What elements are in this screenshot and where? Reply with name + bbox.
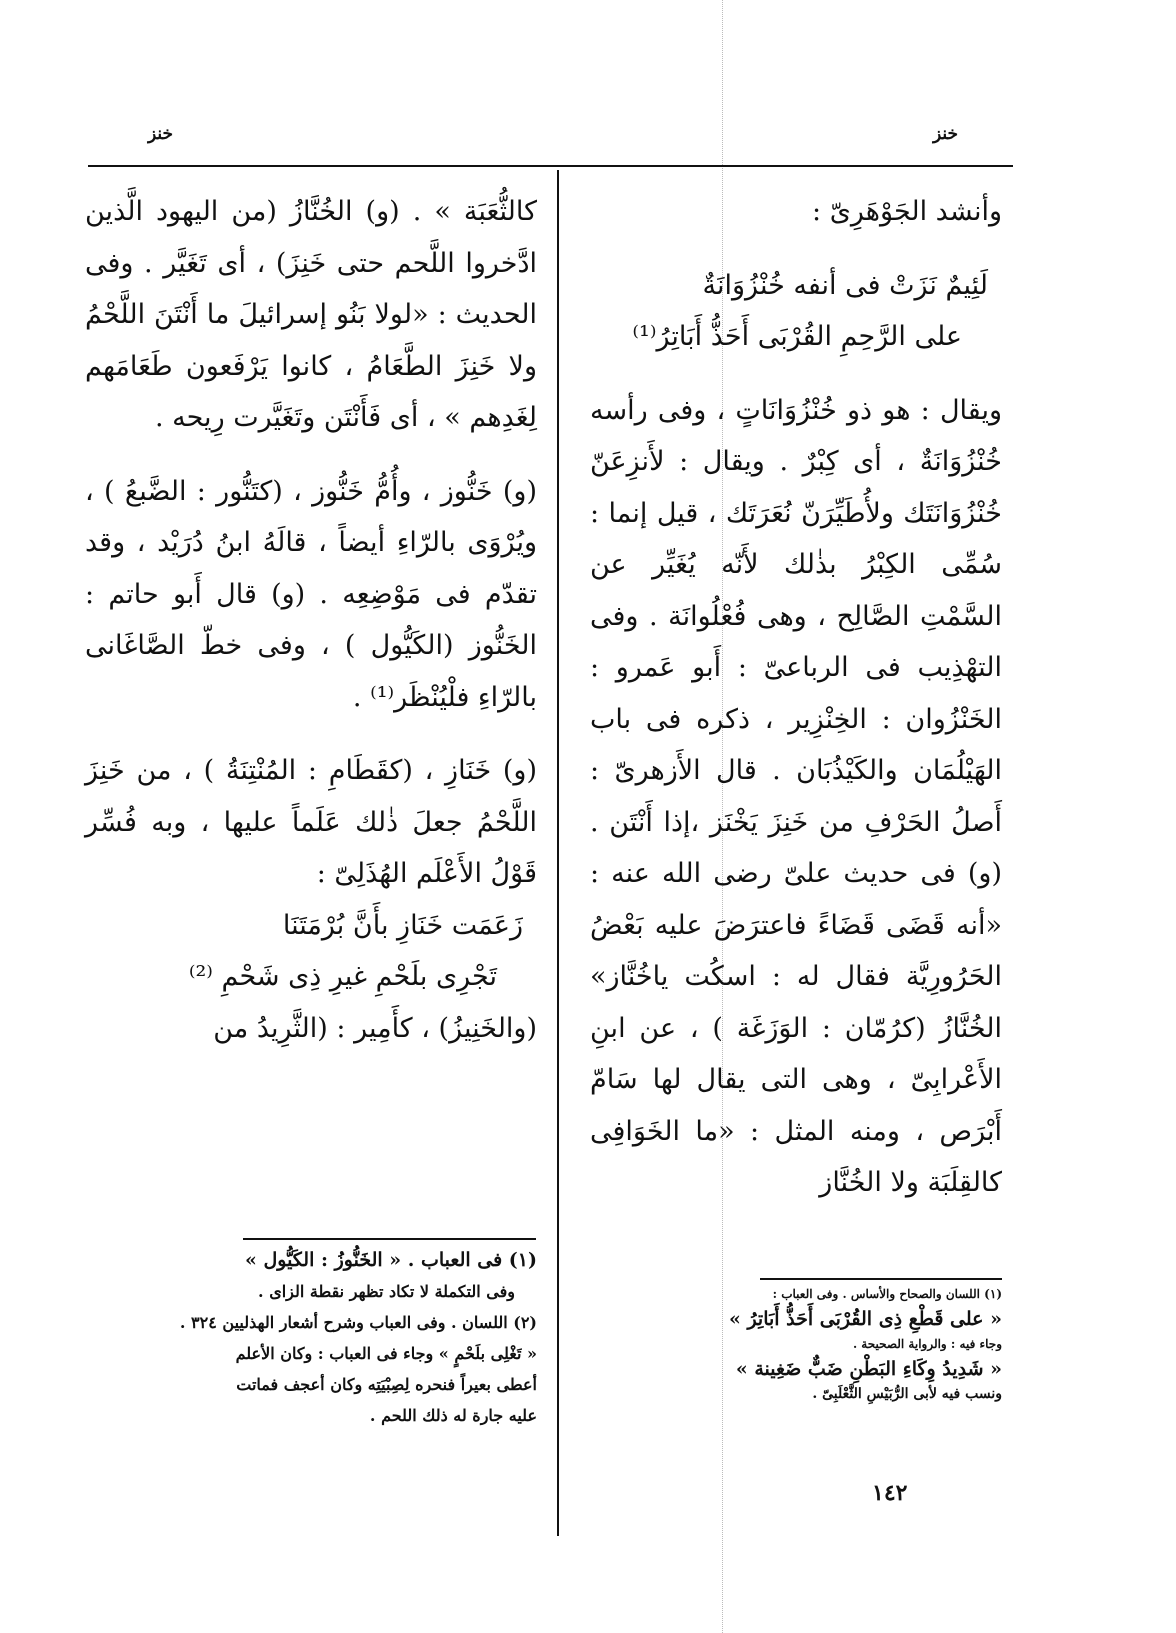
- footnote-line: « على قَطْعِ ذِى القُرْبَى أَحَذُّ أَبَاتِرُ »: [728, 1308, 1002, 1330]
- footnote-line: (١) اللسان والصحاح والأساس . وفى العباب :: [772, 1287, 1002, 1301]
- footnote-line: عليه جارة له ذلك اللحم .: [369, 1406, 537, 1425]
- verse-line: زَعَمَت خَنَازِ بأَنَّ بُرْمَتَنَا: [282, 909, 523, 941]
- paragraph: كالثُّعَبَة » . (و) الخُنَّازُ (من اليهود الَّذين ادَّخروا اللَّحم حتى خَنِزَ) ، أى تَغَيَّر . وفى الحديث : «لولا بَنُو إسرائيلَ ما أَنْتَنَ اللَّحْمُ ولا خَنِزَ الطَّعَامُ ، كانوا يَرْفَعون طَعَامَهم لِغَدِهم » ، أى فَأَنْتَن وتَغَيَّرت رِيحه .: [85, 196, 537, 433]
- footnotes-right: [610, 1282, 1002, 1407]
- header-rule: [88, 165, 1013, 167]
- footnote-line: « شَدِيدُ وِكَاءِ البَطْنِ ضَبٌّ ضَغِينة »: [735, 1358, 1002, 1380]
- verse-line: على الرَّحِمِ القُرْبَى أَحَذُّ أَبَاتِرُ⁽¹⁾: [632, 321, 962, 352]
- column-divider: [557, 170, 559, 1536]
- paragraph: (و) خَنُّوز ، وأُمُّ خَنُّوز ، (كتَنُّور : الضَّبعُ ) ، ويُرْوَى بالرّاءِ أيضاً ، قالَهُ ابنُ دُرَيْد ، وقد تقدّم فى مَوْضِعِه . (و) قال أَبو حاتم : الخَنُّوز (الكَيُّول ) ، وفى خطّ الصَّاغَانى بالرّاءِ فلْيُنْظَر⁽¹⁾ .: [85, 475, 537, 713]
- footnote-rule-right: [760, 1278, 1002, 1280]
- paragraph: (و) خَنَازِ ، (كقَطَامِ : المُنْتِنَةُ ) ، من خَنِزَ اللَّحْمُ جعلَ ذٰلك عَلَماً عليها ، وبه فُسِّر قَوْلُ الأَعْلَم الهُذَلِىّ :: [85, 755, 537, 889]
- paragraph: ويقال : هو ذو خُنْزُوَانَاتٍ ، وفى رأسه خُنْزُوَانَةٌ ، أى كِبْرٌ . ويقال : لأَنزِعَنّ خُنْزُوَانَتَك ولأُطَيِّرَنّ نُعَرَتَك ، قيل إنما : سُمِّى الكِبْرُ بذٰلك لأَنّه يُغَيِّر عن السَّمْتِ الصَّالِح ، وهى فُعْلُوانَة . وفى التهْذِيب فى الرباعىّ : أَبو عَمرو : الخَنْزُوان : الخِنْزِير ، ذكره فى باب الهَيْلُمَان والكَيْذُبَان . قال الأَزهرىّ : أَصلُ الحَرْفِ من خَنِزَ يَخْنَز ،إذا أَنْتَن . (و) فى حديث علىّ رضى الله عنه : «أنه قَضَى قَضَاءً فاعترَضَ عليه بَعْضُ الحَرُورِيَّة فقال له : اسكُت ياخُنَّاز» الخُنَّازُ (كرُمّان : الوَزَغَة ) ، عن ابنِ الأَعْرابِىّ ، وهى التى يقال لها سَامّ أَبْرَص ، ومنه المثل : «ما الخَوَافِى كالقِلَبَة ولا الخُنَّاز: [590, 394, 1002, 1198]
- verse-line: لَئِيمٌ نَزَتْ فى أنفه خُنْزُوَانَةٌ: [702, 269, 988, 301]
- footnote-line: ونسب فيه لأبى الرُّبَيْسِ الثَّعْلَبِىّ .: [812, 1386, 1002, 1402]
- right-column: [590, 186, 1002, 1209]
- paragraph: وأنشد الجَوْهَرِىّ :: [812, 196, 1002, 227]
- footnote-line: وجاء فيه : والرواية الصحيحة .: [852, 1337, 1002, 1351]
- footnote-line: « تَغْلِى بلَحْمٍ » وجاء فى العباب : وكان الأعلم: [235, 1344, 537, 1363]
- running-header-right: خنز: [932, 124, 958, 144]
- footnotes-left: [95, 1245, 537, 1431]
- footnote-line: وفى التكملة لا تكاد تظهر نقطة الزاى .: [258, 1282, 515, 1301]
- footnote-line: أعطى بعيراً فنحره لِصِبْيَتِه وكان أعجف فماتت: [236, 1375, 537, 1394]
- paragraph: (والخَنِيزُ) ، كأَمِير : (الثَّرِيدُ من: [213, 1012, 537, 1044]
- verse-line: تَجْرِى بلَحْمِ غيرِ ذِى شَحْمِ ⁽²⁾: [188, 961, 497, 992]
- footnote-rule-left: [243, 1238, 536, 1240]
- footnote-line: (١) فى العباب . « الخَنُّوزُ : الكَيُّول »: [244, 1249, 537, 1271]
- footnote-line: (٢) اللسان . وفى العباب وشرح أشعار الهذليين ٣٢٤ .: [179, 1313, 537, 1332]
- left-column: [85, 186, 537, 1054]
- page-number: ١٤٢: [872, 1480, 908, 1506]
- running-header-left: خنز: [148, 124, 174, 144]
